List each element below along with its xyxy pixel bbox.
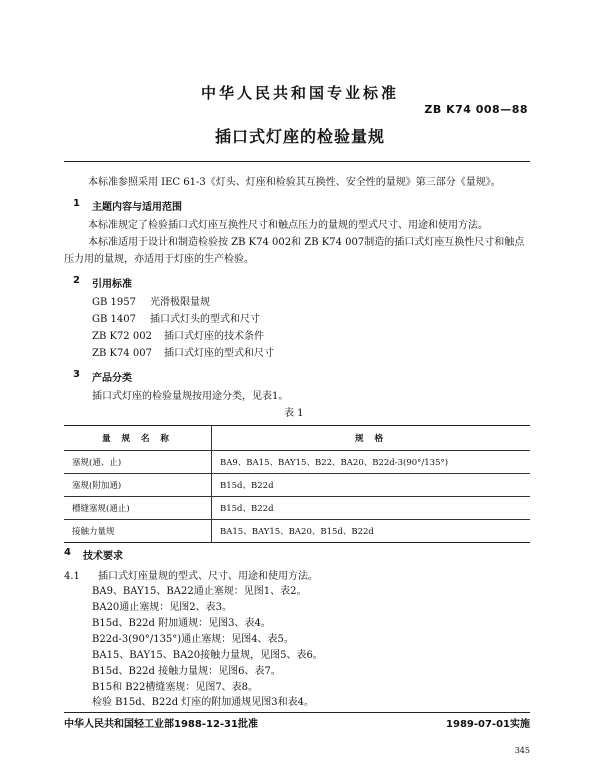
table-row	[64, 451, 530, 474]
gauge-name-cell: 塞规(通、止)	[64, 451, 212, 474]
intro-paragraph: 本标准参照采用 IEC 61-3《灯头、灯座和检验其互换性、安全性的量规》第三部分《量规》。	[88, 177, 501, 188]
section-4-heading: 技术要求	[83, 551, 123, 562]
requirement-line: B15d、B22d 接触力量规：见图6、表7。	[92, 666, 281, 677]
table-1-caption: 表 1	[284, 408, 304, 419]
section-4-number: 4	[64, 547, 71, 558]
implementation-date: 1989-07-01实施	[446, 719, 530, 730]
footer-divider	[64, 712, 530, 713]
item-4-1-number: 4.1	[64, 571, 80, 582]
standard-type-header: 中华人民共和国专业标准	[200, 84, 399, 102]
page-number: 345	[514, 746, 530, 755]
gauge-name-cell: 槽缝塞规(通止)	[64, 497, 212, 520]
section-1-heading: 主题内容与适用范围	[92, 202, 182, 213]
spec-cell: BA15、BAY15、BA20、B15d、B22d	[212, 520, 531, 543]
title-divider	[64, 161, 530, 162]
item-4-1-text: 插口式灯座量规的型式、尺寸、用途和使用方法。	[98, 571, 318, 582]
table-header-spec: 规 格	[212, 426, 531, 451]
standard-code: ZB K74 008—88	[424, 103, 528, 116]
section-1-paragraph-1: 本标准规定了检验插口式灯座互换性尺寸和触点压力的量规的型式尺寸、用途和使用方法。	[88, 220, 488, 231]
table-row	[64, 497, 530, 520]
section-1-paragraph-2: 本标准适用于设计和制造检验按 ZB K74 002和 ZB K74 007制造的插口式灯座互换性尺寸和触点	[88, 237, 525, 248]
reference-name: 光滑极限量规	[150, 297, 210, 308]
section-2-number: 2	[73, 275, 80, 286]
reference-name: 插口式灯座的型式和尺寸	[164, 348, 274, 359]
section-2-heading: 引用标准	[92, 279, 132, 290]
requirement-line: B15和 B22槽缝塞规：见图7、表8。	[92, 682, 259, 693]
reference-code: ZB K74 007	[92, 348, 152, 359]
reference-name: 插口式灯座的技术条件	[164, 331, 264, 342]
requirement-line: B15d、B22d 附加通规：见图3、表4。	[92, 618, 271, 629]
reference-code: ZB K72 002	[92, 331, 152, 342]
gauge-name-cell: 塞规(附加通)	[64, 474, 212, 497]
spec-cell: BA9、BA15、BAY15、B22、BA20、B22d-3(90°/135°)	[212, 451, 531, 474]
reference-name: 插口式灯头的型式和尺寸	[150, 314, 260, 325]
section-3-paragraph: 插口式灯座的检验量规按用途分类，见表1。	[92, 391, 289, 402]
section-1-paragraph-2-cont: 压力用的量规，亦适用于灯座的生产检验。	[64, 254, 254, 265]
table-header-row	[64, 426, 530, 451]
gauge-name-cell: 接触力量规	[64, 520, 212, 543]
requirement-line: BA20通止塞规：见图2、表3。	[92, 602, 233, 613]
requirement-line: BA15、BAY15、BA20接触力量规，见图5、表6。	[92, 650, 323, 661]
requirement-line: B22d-3(90°/135°)通止塞规：见图4、表5。	[92, 634, 294, 645]
document-title: 插口式灯座的检验量规	[214, 127, 385, 146]
table-row	[64, 474, 530, 497]
table-row	[64, 520, 530, 543]
reference-code: GB 1407	[92, 314, 136, 325]
section-3-number: 3	[73, 369, 80, 380]
approval-statement: 中华人民共和国轻工业部1988-12-31批准	[64, 719, 258, 730]
spec-cell: B15d、B22d	[212, 474, 531, 497]
section-1-number: 1	[73, 198, 80, 209]
spec-cell: B15d、B22d	[212, 497, 531, 520]
reference-code: GB 1957	[92, 297, 136, 308]
requirement-line: 检验 B15d、B22d 灯座的附加通规见图3和表4。	[92, 697, 315, 708]
table-header-gauge-name: 量 规 名 称	[64, 426, 212, 451]
section-3-heading: 产品分类	[92, 373, 132, 384]
table-1	[64, 425, 530, 543]
requirement-line: BA9、BAY15、BA22通止塞规：见图1、表2。	[92, 586, 307, 597]
